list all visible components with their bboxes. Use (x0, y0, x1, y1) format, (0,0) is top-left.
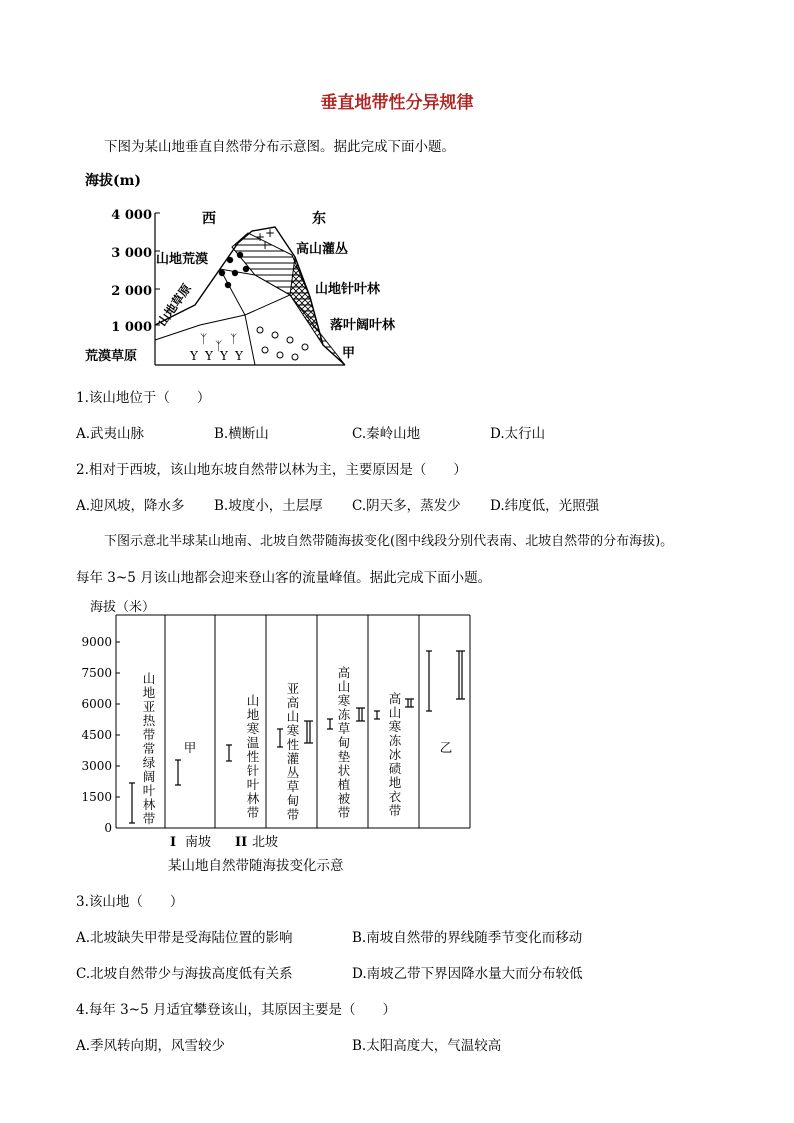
legend-north-mark: II (235, 835, 248, 850)
q1-option-b[interactable]: B.横断山 (214, 426, 269, 442)
fig2-ytick: 1500 (81, 790, 112, 804)
svg-text:Y: Y (190, 349, 198, 363)
fig2-ytick: 0 (104, 821, 112, 835)
fig2-col-label: 乙 (439, 740, 453, 755)
intro-text-1: 下图为某山地垂直自然带分布示意图。据此完成下面小题。 (104, 139, 455, 155)
question-2-stem: 2.相对于西坡，该山地东坡自然带以林为主，主要原因是（ ） (76, 462, 467, 478)
fig2-col-label: 山地亚热带常绿阔叶林带 (142, 671, 156, 826)
q3-option-d[interactable]: D.南坡乙带下界因降水量大而分布较低 (352, 966, 583, 982)
svg-text:ᛉ: ᛉ (200, 332, 208, 346)
q2-option-c[interactable]: C.阴天多，蒸发少 (352, 498, 461, 514)
fig1-label-huangmo: 山地荒漠 (156, 252, 209, 267)
fig1-label-gaoshan: 高山灌丛 (296, 242, 349, 257)
q1-option-c[interactable]: C.秦岭山地 (352, 426, 421, 442)
q2-option-b[interactable]: B.坡度小，土层厚 (214, 498, 323, 514)
svg-text:+: + (260, 238, 271, 252)
question-1-stem: 1.该山地位于（ ） (76, 390, 211, 406)
fig2-ytick: 6000 (81, 697, 112, 711)
figure-vertical-zones (80, 165, 410, 375)
fig1-west: 西 (202, 211, 216, 227)
fig1-east: 东 (312, 211, 326, 227)
svg-text:+: + (265, 226, 276, 240)
q1-option-a[interactable]: A.武夷山脉 (76, 426, 145, 442)
fig1-ytick: 3 000 (111, 246, 152, 261)
fig2-ytick: 4500 (81, 728, 112, 742)
fig1-ylabel: 海拔(m) (85, 173, 142, 189)
fig2-ytick: 3000 (81, 759, 112, 773)
q2-option-a[interactable]: A.迎风坡，降水多 (76, 498, 185, 514)
question-4-stem: 4.每年 3~5 月适宜攀登该山，其原因主要是（ ） (76, 1002, 396, 1018)
svg-text:+: + (255, 230, 266, 244)
fig1-label-jia: 甲 (342, 346, 356, 361)
fig2-col-label: 亚高山寒性灌丛草甸带 (286, 681, 300, 822)
q4-option-b[interactable]: B.太阳高度大，气温较高 (352, 1038, 502, 1054)
legend-north-label: 北坡 (252, 835, 279, 850)
fig1-label-kuoye: 落叶阔叶林 (330, 318, 396, 333)
svg-text:Y: Y (205, 349, 213, 363)
fig2-col-label: 高山寒冻草甸垫状植被带 (337, 665, 351, 820)
figure-slope-zones (80, 595, 490, 880)
q4-option-a[interactable]: A.季风转向期，风雪较少 (76, 1038, 226, 1054)
intro-text-2-line1: 下图示意北半球某山地南、北坡自然带随海拔变化(图中线段分别代表南、北坡自然带的分布海拔)。 (104, 534, 674, 549)
fig1-label-zhenye: 山地针叶林 (315, 282, 381, 297)
intro-text-2-line2: 每年 3~5 月该山地都会迎来登山客的流量峰值。据此完成下面小题。 (76, 570, 492, 586)
fig1-ytick: 2 000 (111, 284, 152, 299)
fig2-ytick: 9000 (81, 635, 112, 649)
q1-option-d[interactable]: D.太行山 (490, 426, 546, 442)
fig1-label-huangmocaoyuan: 荒漠草原 (85, 349, 138, 364)
fig2-col-label: 高山寒冻冰碛地衣带 (388, 691, 402, 818)
svg-text:Y: Y (220, 349, 228, 363)
q2-option-d[interactable]: D.纬度低，光照强 (490, 498, 600, 514)
fig2-ylabel: 海拔（米） (90, 600, 156, 615)
fig2-ytick: 7500 (81, 666, 112, 680)
fig1-ytick: 4 000 (111, 208, 152, 223)
svg-text:ᛉ: ᛉ (215, 339, 223, 353)
legend-south-label: 南坡 (185, 835, 212, 850)
q3-option-b[interactable]: B.南坡自然带的界线随季节变化而移动 (352, 930, 583, 946)
question-3-stem: 3.该山地（ ） (76, 894, 184, 910)
page-title: 垂直地带性分异规律 (320, 93, 474, 113)
fig2-caption: 某山地自然带随海拔变化示意 (168, 858, 344, 874)
fig1-ytick: 1 000 (111, 320, 152, 335)
fig2-col-label: 山地寒温性针叶林带 (246, 693, 260, 820)
legend-south-mark: I (170, 835, 177, 850)
fig2-col-label: 甲 (183, 740, 197, 755)
svg-text:Y: Y (235, 349, 243, 363)
q3-option-c[interactable]: C.北坡自然带少与海拔高度低有关系 (76, 966, 293, 982)
q3-option-a[interactable]: A.北坡缺失甲带是受海陆位置的影响 (76, 930, 293, 946)
svg-text:ᛉ: ᛉ (230, 332, 238, 346)
fig1-label-caoyuan: 山地草原 (154, 281, 194, 329)
